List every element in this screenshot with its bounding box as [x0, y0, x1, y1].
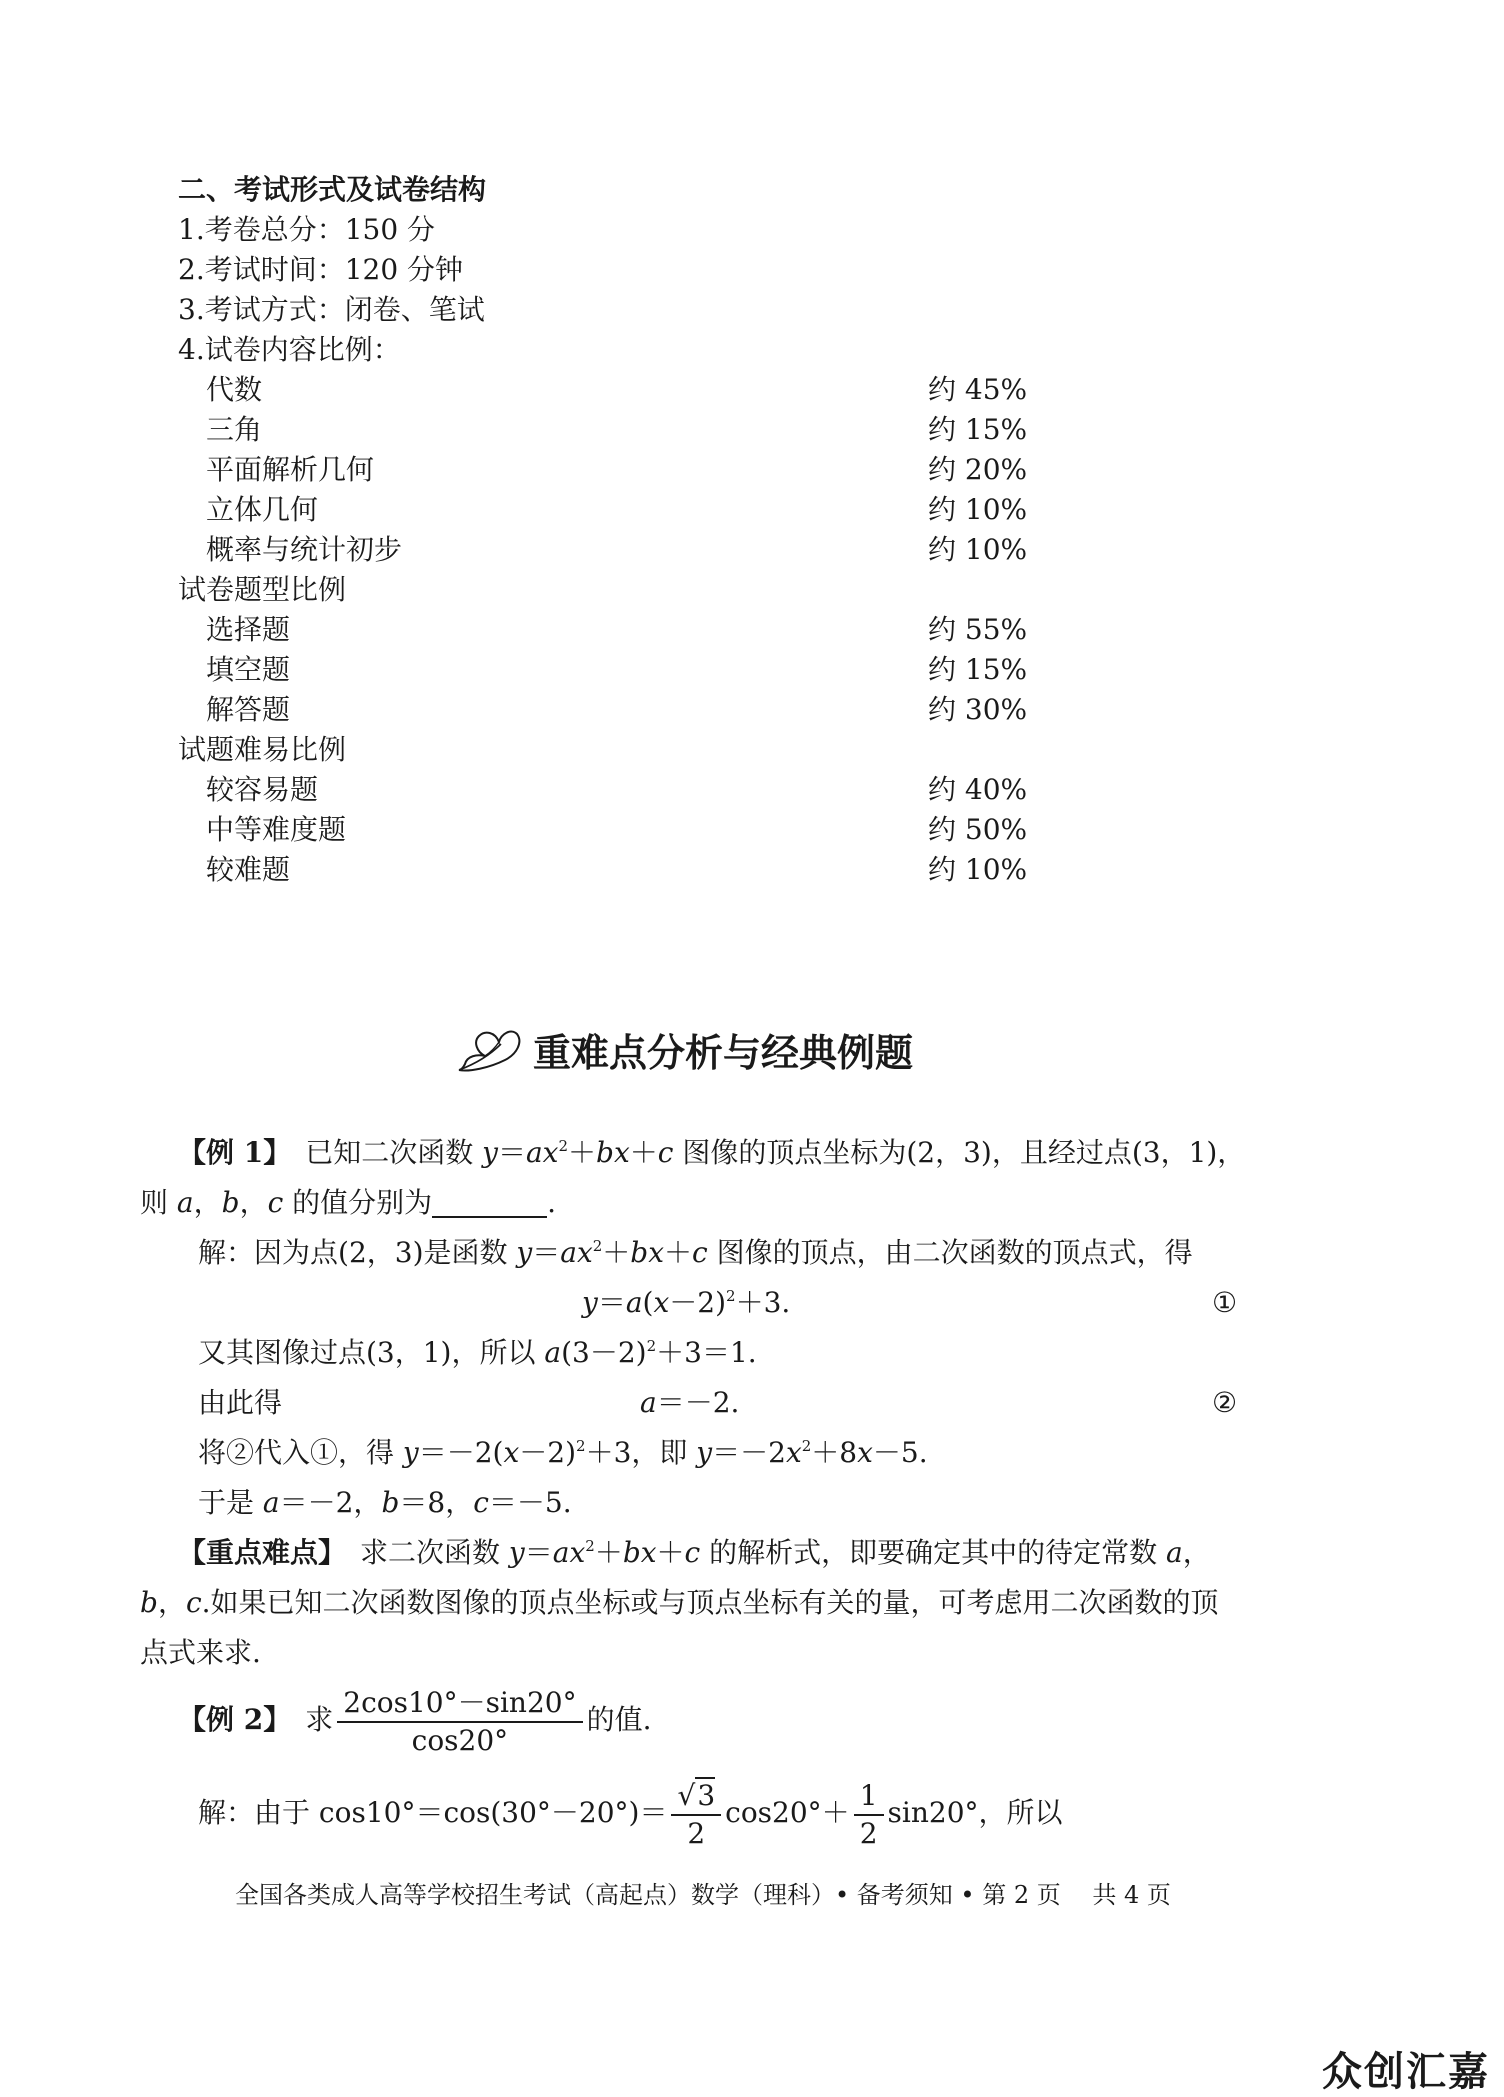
ratio-value: 约 50% — [928, 813, 1028, 846]
ratio-label: 平面解析几何 — [206, 453, 375, 486]
example2-solution-line1: 解：由于 cos10°＝cos(30°－20°)＝ $\frac{√3}{2}$ cos20°＋ $\frac{1}{2}$ sin20°，所以 — [198, 1778, 1063, 1850]
type-ratio-title: 试卷题型比例 — [178, 573, 347, 606]
example2-tag: 【例 2】 — [178, 1703, 278, 1736]
ratio-label: 选择题 — [206, 613, 291, 646]
ratio-label: 中等难度题 — [206, 813, 347, 846]
equation-2-number: ② — [1212, 1386, 1238, 1419]
fraction: $\frac{2\cos 10^\circ-\sin 20^\circ}{\cos 20^\circ}$ — [337, 1685, 582, 1759]
keypoint-tag: 【重点难点】 — [178, 1536, 333, 1569]
ratio-value: 约 30% — [928, 693, 1028, 726]
ratio-label: 概率与统计初步 — [206, 533, 403, 566]
example1-solution-line5: 于是 a＝－2，b＝8，c＝－5. — [198, 1486, 572, 1519]
ratio-value: 约 40% — [928, 773, 1028, 806]
ratio-label: 较容易题 — [206, 773, 319, 806]
ratio-label: 三角 — [206, 413, 263, 446]
solution-prefix: 解： — [198, 1796, 255, 1829]
fraction: $\frac{√3}{2}$ — [671, 1778, 721, 1852]
example1-question-line1: 【例 1】 已知二次函数 $y=ax^2+bx+c$ 图像的顶点坐标为(2，3)，且经过点(3，1)， — [178, 1136, 1246, 1169]
example1-solution-line2: 又其图像过点(3，1)，所以 $a(3-2)^2+3=1$. — [198, 1336, 757, 1369]
item-exam-time: 2.考试时间：120 分钟 — [178, 253, 464, 286]
answer-blank — [432, 1190, 547, 1218]
item-exam-mode: 3.考试方式：闭卷、笔试 — [178, 293, 485, 326]
ratio-label: 较难题 — [206, 853, 291, 886]
watermark-logo: 众创汇嘉 — [1322, 2049, 1490, 2095]
example1-solution-line4: 将②代入①，得 $y=-2(x-2)^2+3$，即 $y=-2x^2+8x-5$. — [198, 1436, 928, 1469]
ratio-value: 约 15% — [928, 413, 1028, 446]
ratio-label: 填空题 — [206, 653, 291, 686]
section-title: 二、考试形式及试卷结构 — [178, 173, 487, 206]
ratio-value: 约 15% — [928, 653, 1028, 686]
solution-prefix: 解： — [198, 1236, 255, 1269]
heading-title: 重难点分析与经典例题 — [533, 1030, 914, 1075]
example2-question: 【例 2】 求 $\frac{2\cos 10^\circ-\sin 20^\circ}{\cos 20^\circ}$ 的值. — [178, 1685, 652, 1757]
difficulty-ratio-title: 试题难易比例 — [178, 733, 347, 766]
example1-solution-line1: 解：因为点(2，3)是函数 $y=ax^2+bx+c$ 图像的顶点，由二次函数的顶点式，得 — [198, 1236, 1193, 1269]
keypoint-line2: b，c.如果已知二次函数图像的顶点坐标或与顶点坐标有关的量，可考虑用二次函数的顶 — [140, 1586, 1219, 1619]
ratio-value: 约 55% — [928, 613, 1028, 646]
item-total-score: 1.考卷总分：150 分 — [178, 213, 436, 246]
ratio-label: 立体几何 — [206, 493, 319, 526]
item-content-ratio: 4.试卷内容比例： — [178, 333, 401, 366]
ratio-label: 代数 — [206, 373, 263, 406]
example1-tag: 【例 1】 — [178, 1136, 278, 1169]
equation-2: a＝－2. — [640, 1386, 740, 1419]
ratio-label: 解答题 — [206, 693, 291, 726]
page-footer: 全国各类成人高等学校招生考试（高起点）数学（理科）• 备考须知 • 第 2 页 共 4 页 — [235, 1881, 1171, 1909]
ratio-value: 约 10% — [928, 493, 1028, 526]
equation-1: $y=a(x-2)^2+3$. — [582, 1286, 791, 1319]
example1-solution-line3: 由此得 — [198, 1386, 283, 1419]
example1-question-line2: 则 a，b，c 的值分别为 . — [140, 1186, 557, 1219]
ratio-value: 约 10% — [928, 533, 1028, 566]
ratio-value: 约 45% — [928, 373, 1028, 406]
leaf-decoration-icon — [455, 1026, 527, 1078]
equation-1-number: ① — [1212, 1286, 1238, 1319]
fraction: $\frac{1}{2}$ — [854, 1778, 884, 1852]
ratio-value: 约 10% — [928, 853, 1028, 886]
ratio-value: 约 20% — [928, 453, 1028, 486]
keypoint-line1: 【重点难点】 求二次函数 $y=ax^2+bx+c$ 的解析式，即要确定其中的待定常数 a， — [178, 1536, 1211, 1569]
keypoint-line3: 点式来求. — [140, 1636, 261, 1669]
